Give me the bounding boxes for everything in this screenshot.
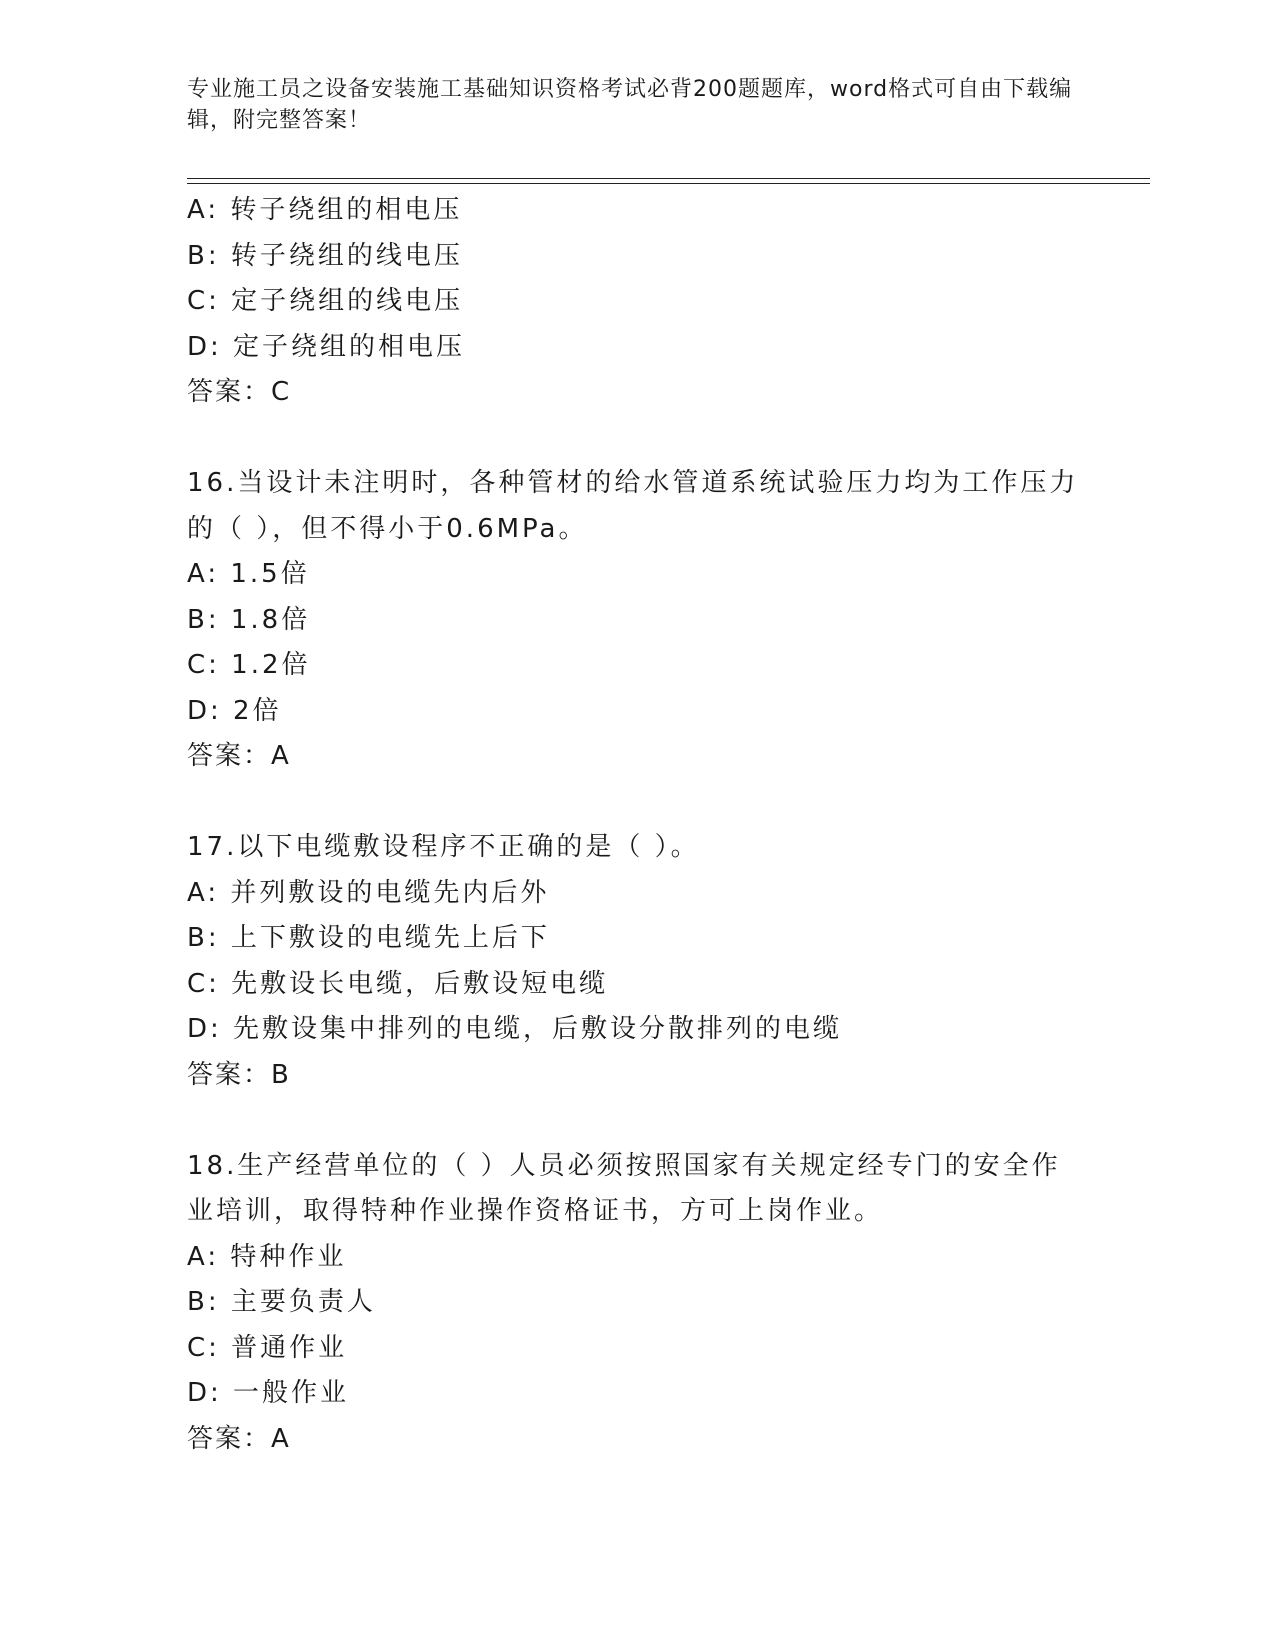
- spacer: [187, 1098, 1087, 1144]
- answer-line: 答案：C: [187, 377, 292, 407]
- option-b: B: 上下敷设的电缆先上后下: [187, 923, 550, 953]
- option-c: C: 先敷设长电缆，后敷设短电缆: [187, 968, 609, 999]
- question-list: [187, 188, 1087, 1462]
- option-c: C: 1.2倍: [187, 650, 311, 680]
- option-d: D: 先敷设集中排列的电缆，后敷设分散排列的电缆: [187, 1014, 843, 1044]
- option-a: A: 并列敷设的电缆先内后外: [187, 877, 550, 908]
- question-text: 17.以下电缆敷设程序不正确的是（ ）。: [187, 832, 700, 862]
- option-b: B: 转子绕组的线电压: [187, 240, 463, 271]
- option-d: D: 2倍: [187, 695, 282, 726]
- question-block-15: [187, 188, 1087, 416]
- option-a: A: 特种作业: [187, 1241, 347, 1272]
- question-block-18: [187, 1144, 1087, 1463]
- spacer: [187, 416, 1087, 462]
- answer-line: 答案：A: [187, 1423, 291, 1454]
- question-text: 18.生产经营单位的（ ）人员必须按照国家有关规定经专门的安全作业培训，取得特种作业操作资格证书，方可上岗作业。: [187, 1150, 1061, 1226]
- answer-line: 答案：B: [187, 1059, 291, 1090]
- question-block-17: [187, 825, 1087, 1098]
- question-text: 16.当设计未注明时，各种管材的给水管道系统试验压力均为工作压力的（ ），但不得小于0.6MPa。: [187, 468, 1079, 544]
- answer-line: 答案：A: [187, 741, 291, 771]
- option-d: D: 定子绕组的相电压: [187, 331, 466, 362]
- option-c: C: 定子绕组的线电压: [187, 286, 464, 316]
- option-b: B: 1.8倍: [187, 604, 311, 635]
- option-a: A: 1.5倍: [187, 559, 310, 589]
- header-rule-top: [187, 178, 1150, 179]
- option-d: D: 一般作业: [187, 1378, 350, 1408]
- option-c: C: 普通作业: [187, 1332, 348, 1363]
- option-b: B: 主要负责人: [187, 1287, 376, 1317]
- question-block-16: [187, 461, 1087, 780]
- header-rule-bottom: [187, 183, 1150, 184]
- spacer: [187, 780, 1087, 826]
- option-a: A: 转子绕组的相电压: [187, 195, 463, 225]
- document-header: 专业施工员之设备安装施工基础知识资格考试必背200题题库，word格式可自由下载编辑，附完整答案！: [187, 77, 1073, 133]
